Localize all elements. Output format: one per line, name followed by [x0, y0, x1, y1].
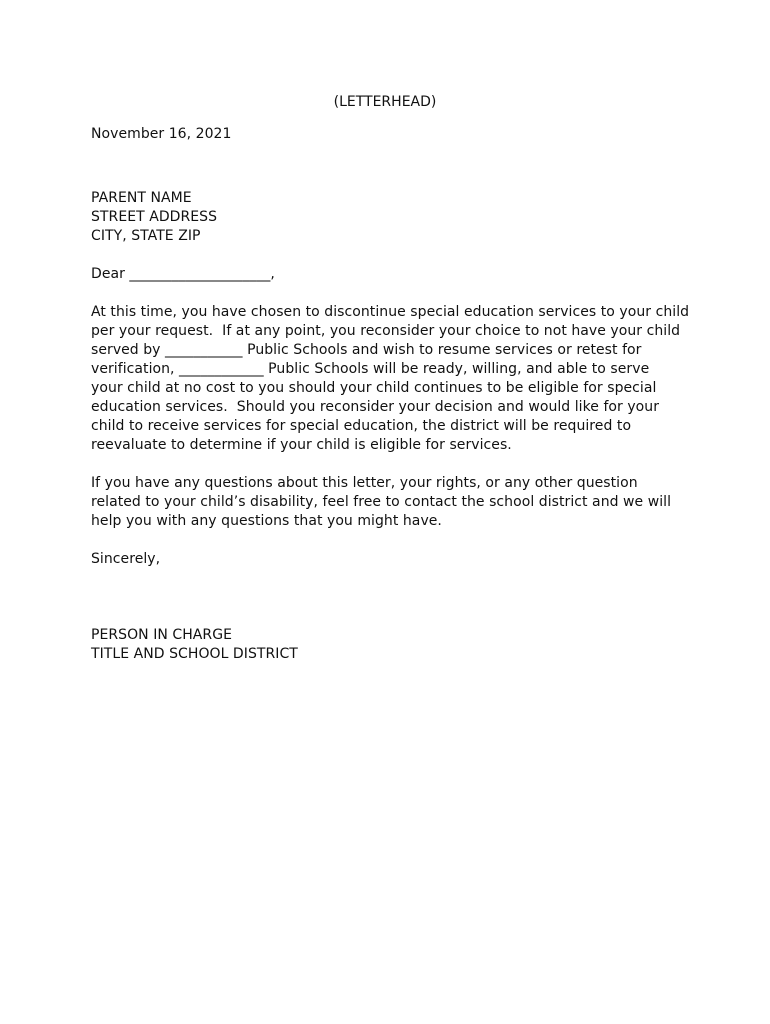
paragraph-line: If you have any questions about this letter, your rights, or any other question: [91, 475, 638, 491]
signature-person: PERSON IN CHARGE: [91, 627, 232, 643]
paragraph-line: At this time, you have chosen to discontinue special education services to your child: [91, 304, 690, 320]
paragraph-line: help you with any questions that you might have.: [91, 513, 442, 529]
paragraph-line: verification, ____________ Public Schools will be ready, willing, and able to serve: [91, 361, 650, 377]
recipient-name: PARENT NAME: [91, 190, 192, 206]
signature-title: TITLE AND SCHOOL DISTRICT: [91, 646, 298, 662]
recipient-city: CITY, STATE ZIP: [91, 228, 201, 244]
paragraph-line: related to your child’s disability, feel free to contact the school district and we will: [91, 494, 672, 510]
paragraph-line: your child at no cost to you should your child continues to be eligible for special: [91, 380, 657, 396]
paragraph-line: education services. Should you reconsider your decision and would like for your: [91, 399, 660, 415]
letter-date: November 16, 2021: [91, 126, 232, 142]
salutation: Dear ____________________,: [91, 266, 275, 282]
paragraph-line: child to receive services for special education, the district will be required to: [91, 418, 632, 434]
paragraph-line: reevaluate to determine if your child is eligible for services.: [91, 437, 512, 453]
paragraph-line: per your request. If at any point, you reconsider your choice to not have your child: [91, 323, 681, 339]
letterhead: (LETTERHEAD): [333, 94, 437, 110]
paragraph-line: served by ___________ Public Schools and wish to resume services or retest for: [91, 342, 642, 358]
closing: Sincerely,: [91, 551, 161, 567]
recipient-street: STREET ADDRESS: [91, 209, 218, 225]
